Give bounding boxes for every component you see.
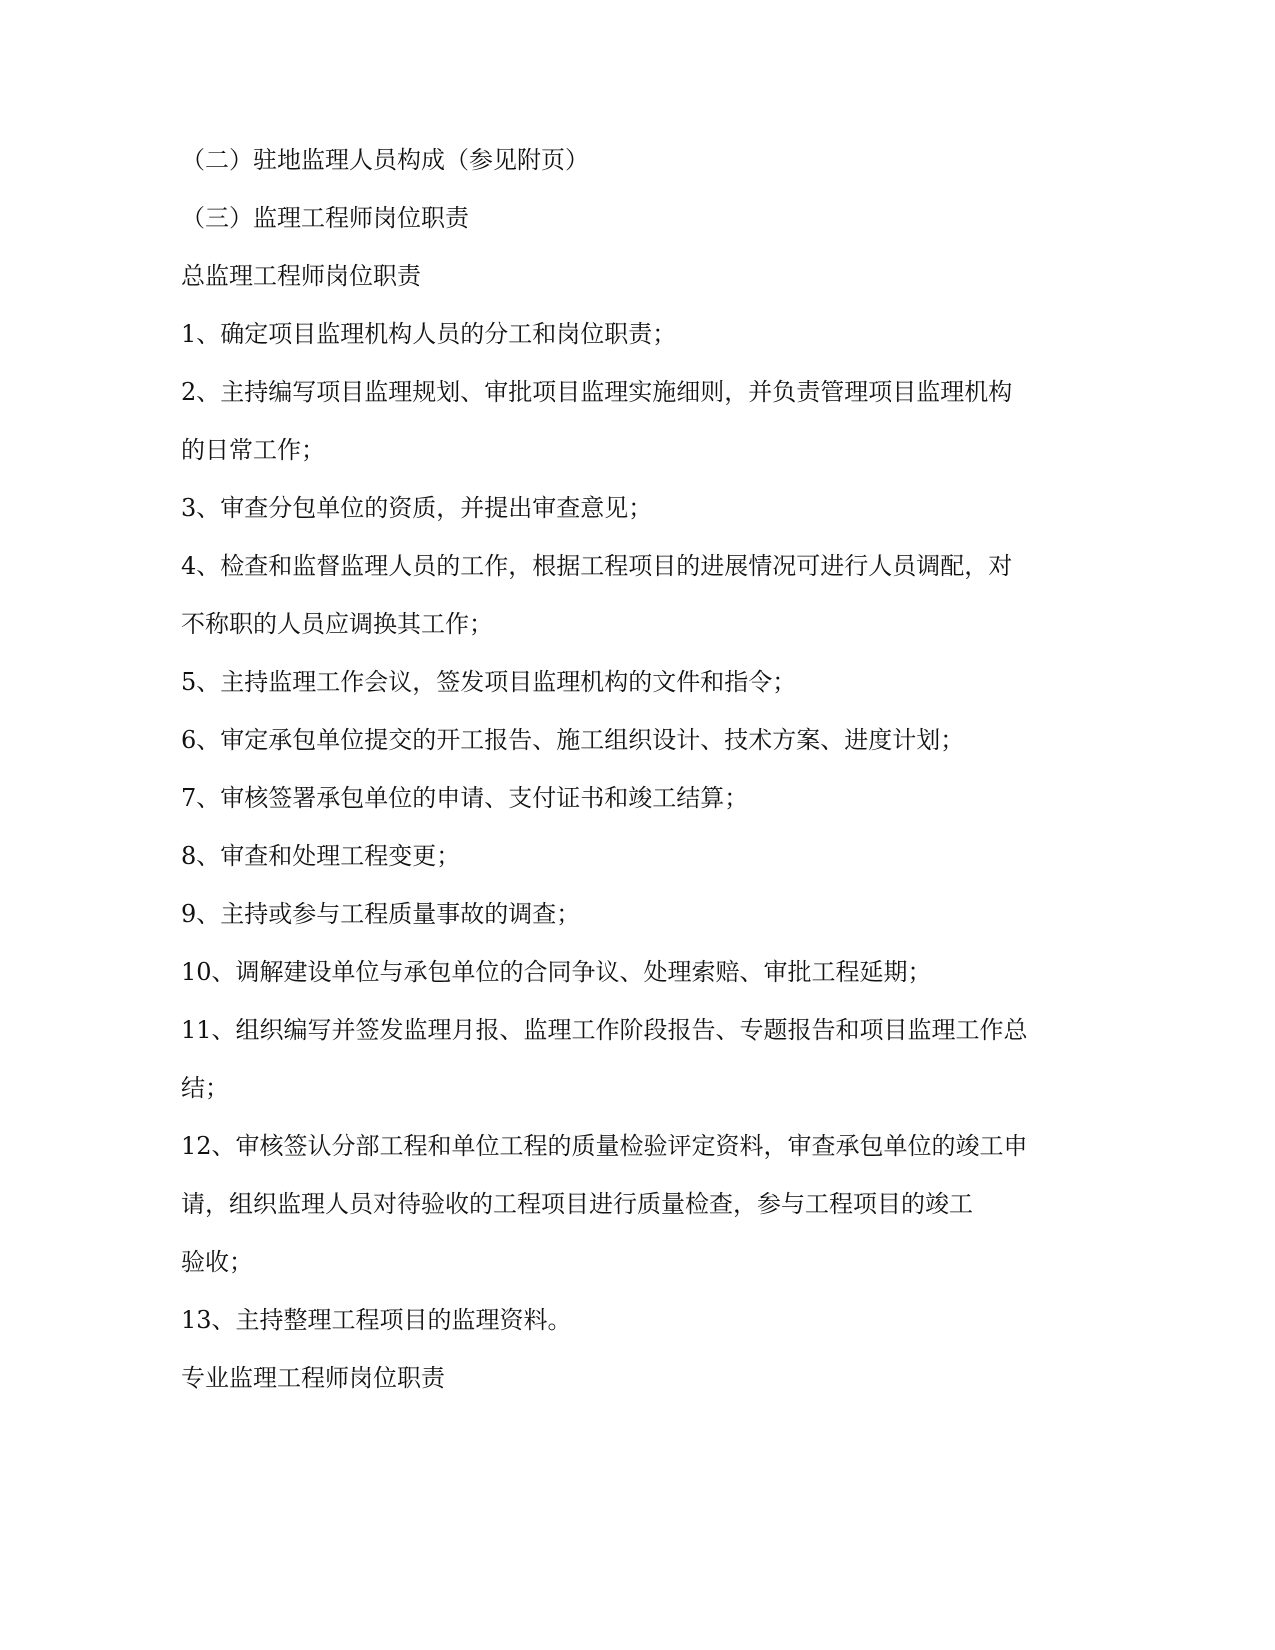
duty-item-2-continued: 的日常工作； xyxy=(181,436,325,464)
duty-item-6: 6、审定承包单位提交的开工报告、施工组织设计、技术方案、进度计划； xyxy=(181,726,965,754)
duty-item-12: 12、审核签认分部工程和单位工程的质量检验评定资料，审查承包单位的竣工申 xyxy=(181,1132,1028,1160)
duty-item-9: 9、主持或参与工程质量事故的调查； xyxy=(181,900,581,928)
duty-item-5: 5、主持监理工作会议，签发项目监理机构的文件和指令； xyxy=(181,668,797,696)
duty-item-12-continued-2: 验收； xyxy=(181,1248,253,1276)
duty-item-4-continued: 不称职的人员应调换其工作； xyxy=(181,610,493,638)
duty-item-13: 13、主持整理工程项目的监理资料。 xyxy=(181,1306,572,1334)
duty-item-3: 3、审查分包单位的资质，并提出审查意见； xyxy=(181,494,653,522)
duty-item-4: 4、检查和监督监理人员的工作，根据工程项目的进展情况可进行人员调配，对 xyxy=(181,552,1013,580)
section-heading-duties: （三）监理工程师岗位职责 xyxy=(181,204,469,232)
duty-item-12-continued: 请，组织监理人员对待验收的工程项目进行质量检查，参与工程项目的竣工 xyxy=(181,1190,973,1218)
duty-item-10: 10、调解建设单位与承包单位的合同争议、处理索赔、审批工程延期； xyxy=(181,958,932,986)
duty-item-11-continued: 结； xyxy=(181,1074,229,1102)
duty-item-1: 1、确定项目监理机构人员的分工和岗位职责； xyxy=(181,320,677,348)
duty-item-11: 11、组织编写并签发监理月报、监理工作阶段报告、专题报告和项目监理工作总 xyxy=(181,1016,1028,1044)
subheading-specialist-engineer: 专业监理工程师岗位职责 xyxy=(181,1364,445,1392)
duty-item-7: 7、审核签署承包单位的申请、支付证书和竣工结算； xyxy=(181,784,749,812)
subheading-chief-engineer: 总监理工程师岗位职责 xyxy=(181,262,421,290)
duty-item-2: 2、主持编写项目监理规划、审批项目监理实施细则，并负责管理项目监理机构 xyxy=(181,378,1013,406)
section-heading-staff: （二）驻地监理人员构成（参见附页） xyxy=(181,146,589,174)
duty-item-8: 8、审查和处理工程变更； xyxy=(181,842,461,870)
